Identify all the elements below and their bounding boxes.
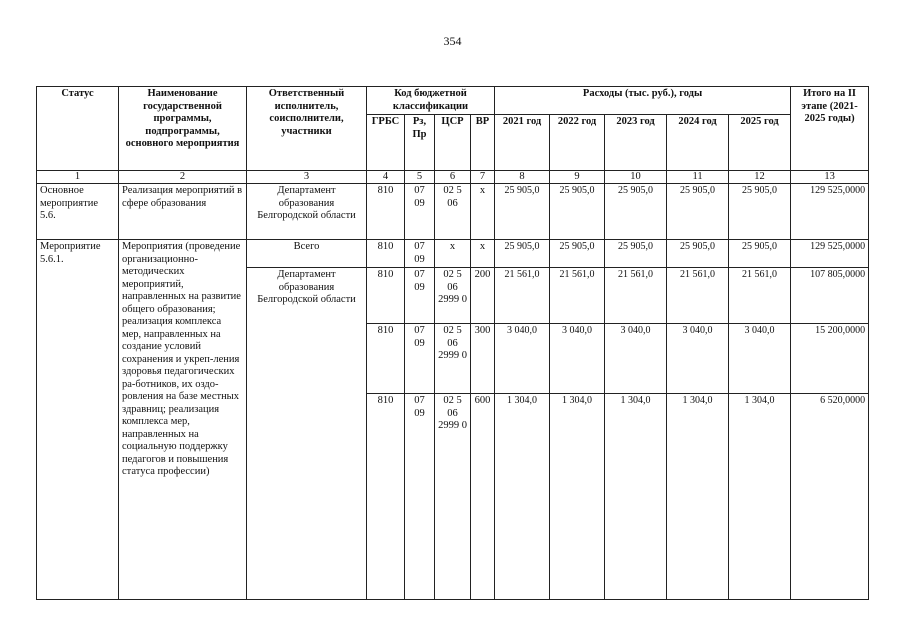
header-vr: ВР (471, 115, 495, 171)
value-2024: 25 905,0 (667, 184, 729, 240)
table-row (37, 240, 869, 268)
vr-cell: х (471, 240, 495, 268)
col-num: 2 (119, 171, 247, 184)
header-responsible: Ответственный исполнитель, соисполнители, участники (247, 87, 367, 171)
col-num: 11 (667, 171, 729, 184)
grbs-cell: 810 (367, 268, 405, 324)
value-2025: 1 304,0 (729, 394, 791, 600)
page-number: 354 (443, 34, 462, 48)
rz-cell: 07 09 (405, 394, 435, 600)
rz-cell: 07 09 (405, 268, 435, 324)
header-rz: Рз, Пр (405, 115, 435, 171)
col-num: 7 (471, 171, 495, 184)
vr-cell: 200 (471, 268, 495, 324)
col-num: 3 (247, 171, 367, 184)
total-cell: 15 200,0000 (791, 324, 869, 394)
col-num: 1 (37, 171, 119, 184)
responsible-total-cell: Всего (247, 240, 367, 268)
header-2021: 2021 год (495, 115, 550, 171)
col-num: 9 (550, 171, 605, 184)
col-num: 10 (605, 171, 667, 184)
name-cell: Реализация мероприятий в сфере образования (119, 184, 247, 240)
col-num: 12 (729, 171, 791, 184)
col-num: 6 (435, 171, 471, 184)
value-2022: 1 304,0 (550, 394, 605, 600)
header-grbs: ГРБС (367, 115, 405, 171)
header-csr: ЦСР (435, 115, 471, 171)
csr-cell: 02 5 06 2999 0 (435, 394, 471, 600)
value-2023: 3 040,0 (605, 324, 667, 394)
csr-cell: 02 5 06 2999 0 (435, 268, 471, 324)
value-2024: 21 561,0 (667, 268, 729, 324)
header-name: Наименование государственной программы, подпрограммы, основного мероприятия (119, 87, 247, 171)
csr-cell: х (435, 240, 471, 268)
header-status: Статус (37, 87, 119, 171)
col-num: 8 (495, 171, 550, 184)
rz-cell: 07 09 (405, 240, 435, 268)
column-numbers-row (37, 171, 869, 184)
grbs-cell: 810 (367, 394, 405, 600)
vr-cell: х (471, 184, 495, 240)
csr-cell: 02 5 06 2999 0 (435, 324, 471, 394)
total-cell: 107 805,0000 (791, 268, 869, 324)
grbs-cell: 810 (367, 240, 405, 268)
total-cell: 6 520,0000 (791, 394, 869, 600)
value-2024: 25 905,0 (667, 240, 729, 268)
value-2022: 21 561,0 (550, 268, 605, 324)
status-cell: Мероприятие 5.6.1. (37, 240, 119, 600)
value-2022: 25 905,0 (550, 240, 605, 268)
value-2021: 1 304,0 (495, 394, 550, 600)
status-cell: Основное мероприятие 5.6. (37, 184, 119, 240)
col-num: 5 (405, 171, 435, 184)
value-2025: 25 905,0 (729, 240, 791, 268)
csr-cell: 02 5 06 (435, 184, 471, 240)
value-2024: 3 040,0 (667, 324, 729, 394)
value-2025: 3 040,0 (729, 324, 791, 394)
col-num: 4 (367, 171, 405, 184)
value-2021: 21 561,0 (495, 268, 550, 324)
value-2023: 1 304,0 (605, 394, 667, 600)
rz-cell: 07 09 (405, 324, 435, 394)
value-2021: 25 905,0 (495, 240, 550, 268)
grbs-cell: 810 (367, 184, 405, 240)
header-2024: 2024 год (667, 115, 729, 171)
header-expenses: Расходы (тыс. руб.), годы (495, 87, 791, 115)
value-2023: 25 905,0 (605, 240, 667, 268)
col-num: 13 (791, 171, 869, 184)
value-2025: 21 561,0 (729, 268, 791, 324)
header-total: Итого на II этапе (2021-2025 годы) (791, 87, 869, 171)
total-cell: 129 525,0000 (791, 240, 869, 268)
total-cell: 129 525,0000 (791, 184, 869, 240)
responsible-cell: Департамент образования Белгородской области (247, 184, 367, 240)
value-2022: 3 040,0 (550, 324, 605, 394)
value-2025: 25 905,0 (729, 184, 791, 240)
grbs-cell: 810 (367, 324, 405, 394)
header-2025: 2025 год (729, 115, 791, 171)
vr-cell: 300 (471, 324, 495, 394)
rz-cell: 07 09 (405, 184, 435, 240)
budget-table (36, 86, 869, 600)
value-2023: 25 905,0 (605, 184, 667, 240)
value-2024: 1 304,0 (667, 394, 729, 600)
header-2022: 2022 год (550, 115, 605, 171)
header-budget-code: Код бюджетной классификации (367, 87, 495, 115)
header-2023: 2023 год (605, 115, 667, 171)
vr-cell: 600 (471, 394, 495, 600)
value-2022: 25 905,0 (550, 184, 605, 240)
name-cell: Мероприятия (проведение организационно-методических мероприятий, направленных на развитие общего образования; реализация комплекса мер, направленных на создание условий сохранения и укреп-ления здоровья педагогических ра-ботников, их оздо-ровления на базе местных здравниц; реализация комплекса мер, направленных на социальную поддержку педагогов и повышения статуса профессии) (119, 240, 247, 600)
responsible-cell: Департамент образования Белгородской области (247, 268, 367, 600)
value-2021: 3 040,0 (495, 324, 550, 394)
value-2023: 21 561,0 (605, 268, 667, 324)
value-2021: 25 905,0 (495, 184, 550, 240)
table-row (37, 184, 869, 240)
